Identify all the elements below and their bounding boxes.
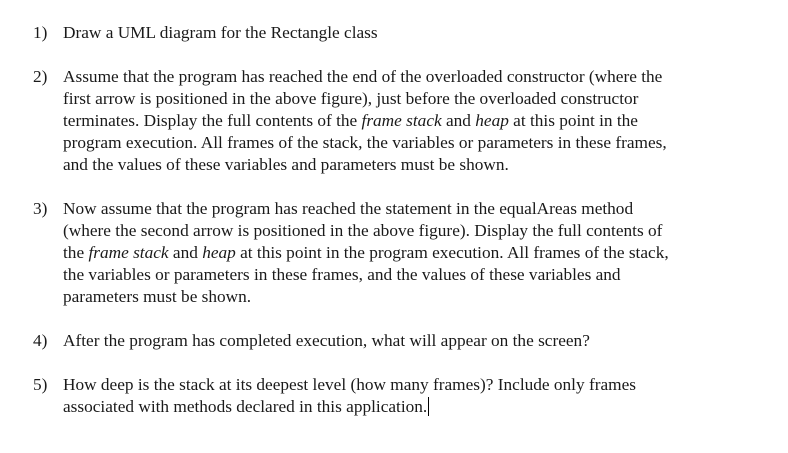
text-line: Now assume that the program has reached the statement in the equalAreas method: [63, 199, 634, 218]
text-line: associated with methods declared in this application.: [63, 397, 428, 416]
question-text: [63, 22, 775, 44]
text-line: Draw a UML diagram for the Rectangle class: [63, 23, 378, 42]
text-line: parameters must be shown.: [63, 287, 252, 306]
question-number: 5): [33, 375, 48, 394]
question-text: [63, 330, 775, 352]
text-line: program execution. All frames of the stack, the variables or parameters in these frames,: [63, 133, 667, 152]
italic-term-heap: heap: [202, 243, 236, 262]
text-line: the frame stack and heap at this point in the program execution. All frames of the stack,: [63, 243, 669, 262]
text-cursor[interactable]: [428, 397, 429, 416]
question-number: 3): [33, 199, 48, 218]
text-line: the variables or parameters in these frames, and the values of these variables and: [63, 265, 621, 284]
italic-term-heap: heap: [475, 111, 509, 130]
question-number: 2): [33, 67, 48, 86]
question-text: [63, 66, 775, 176]
question-number: 1): [33, 23, 48, 42]
question-text: [63, 198, 775, 308]
text-line: first arrow is positioned in the above figure), just before the overloaded constructor: [63, 89, 639, 108]
question-text: [63, 374, 775, 418]
text-line: terminates. Display the full contents of the frame stack and heap at this point in the: [63, 111, 638, 130]
italic-term-frame-stack: frame stack: [88, 243, 169, 262]
text-line: and the values of these variables and parameters must be shown.: [63, 155, 509, 174]
text-line: (where the second arrow is positioned in the above figure). Display the full contents of: [63, 221, 663, 240]
question-number: 4): [33, 331, 48, 350]
text-line: How deep is the stack at its deepest level (how many frames)? Include only frames: [63, 375, 636, 394]
text-line: After the program has completed execution, what will appear on the screen?: [63, 331, 590, 350]
italic-term-frame-stack: frame stack: [361, 111, 442, 130]
text-line: Assume that the program has reached the end of the overloaded constructor (where the: [63, 67, 663, 86]
